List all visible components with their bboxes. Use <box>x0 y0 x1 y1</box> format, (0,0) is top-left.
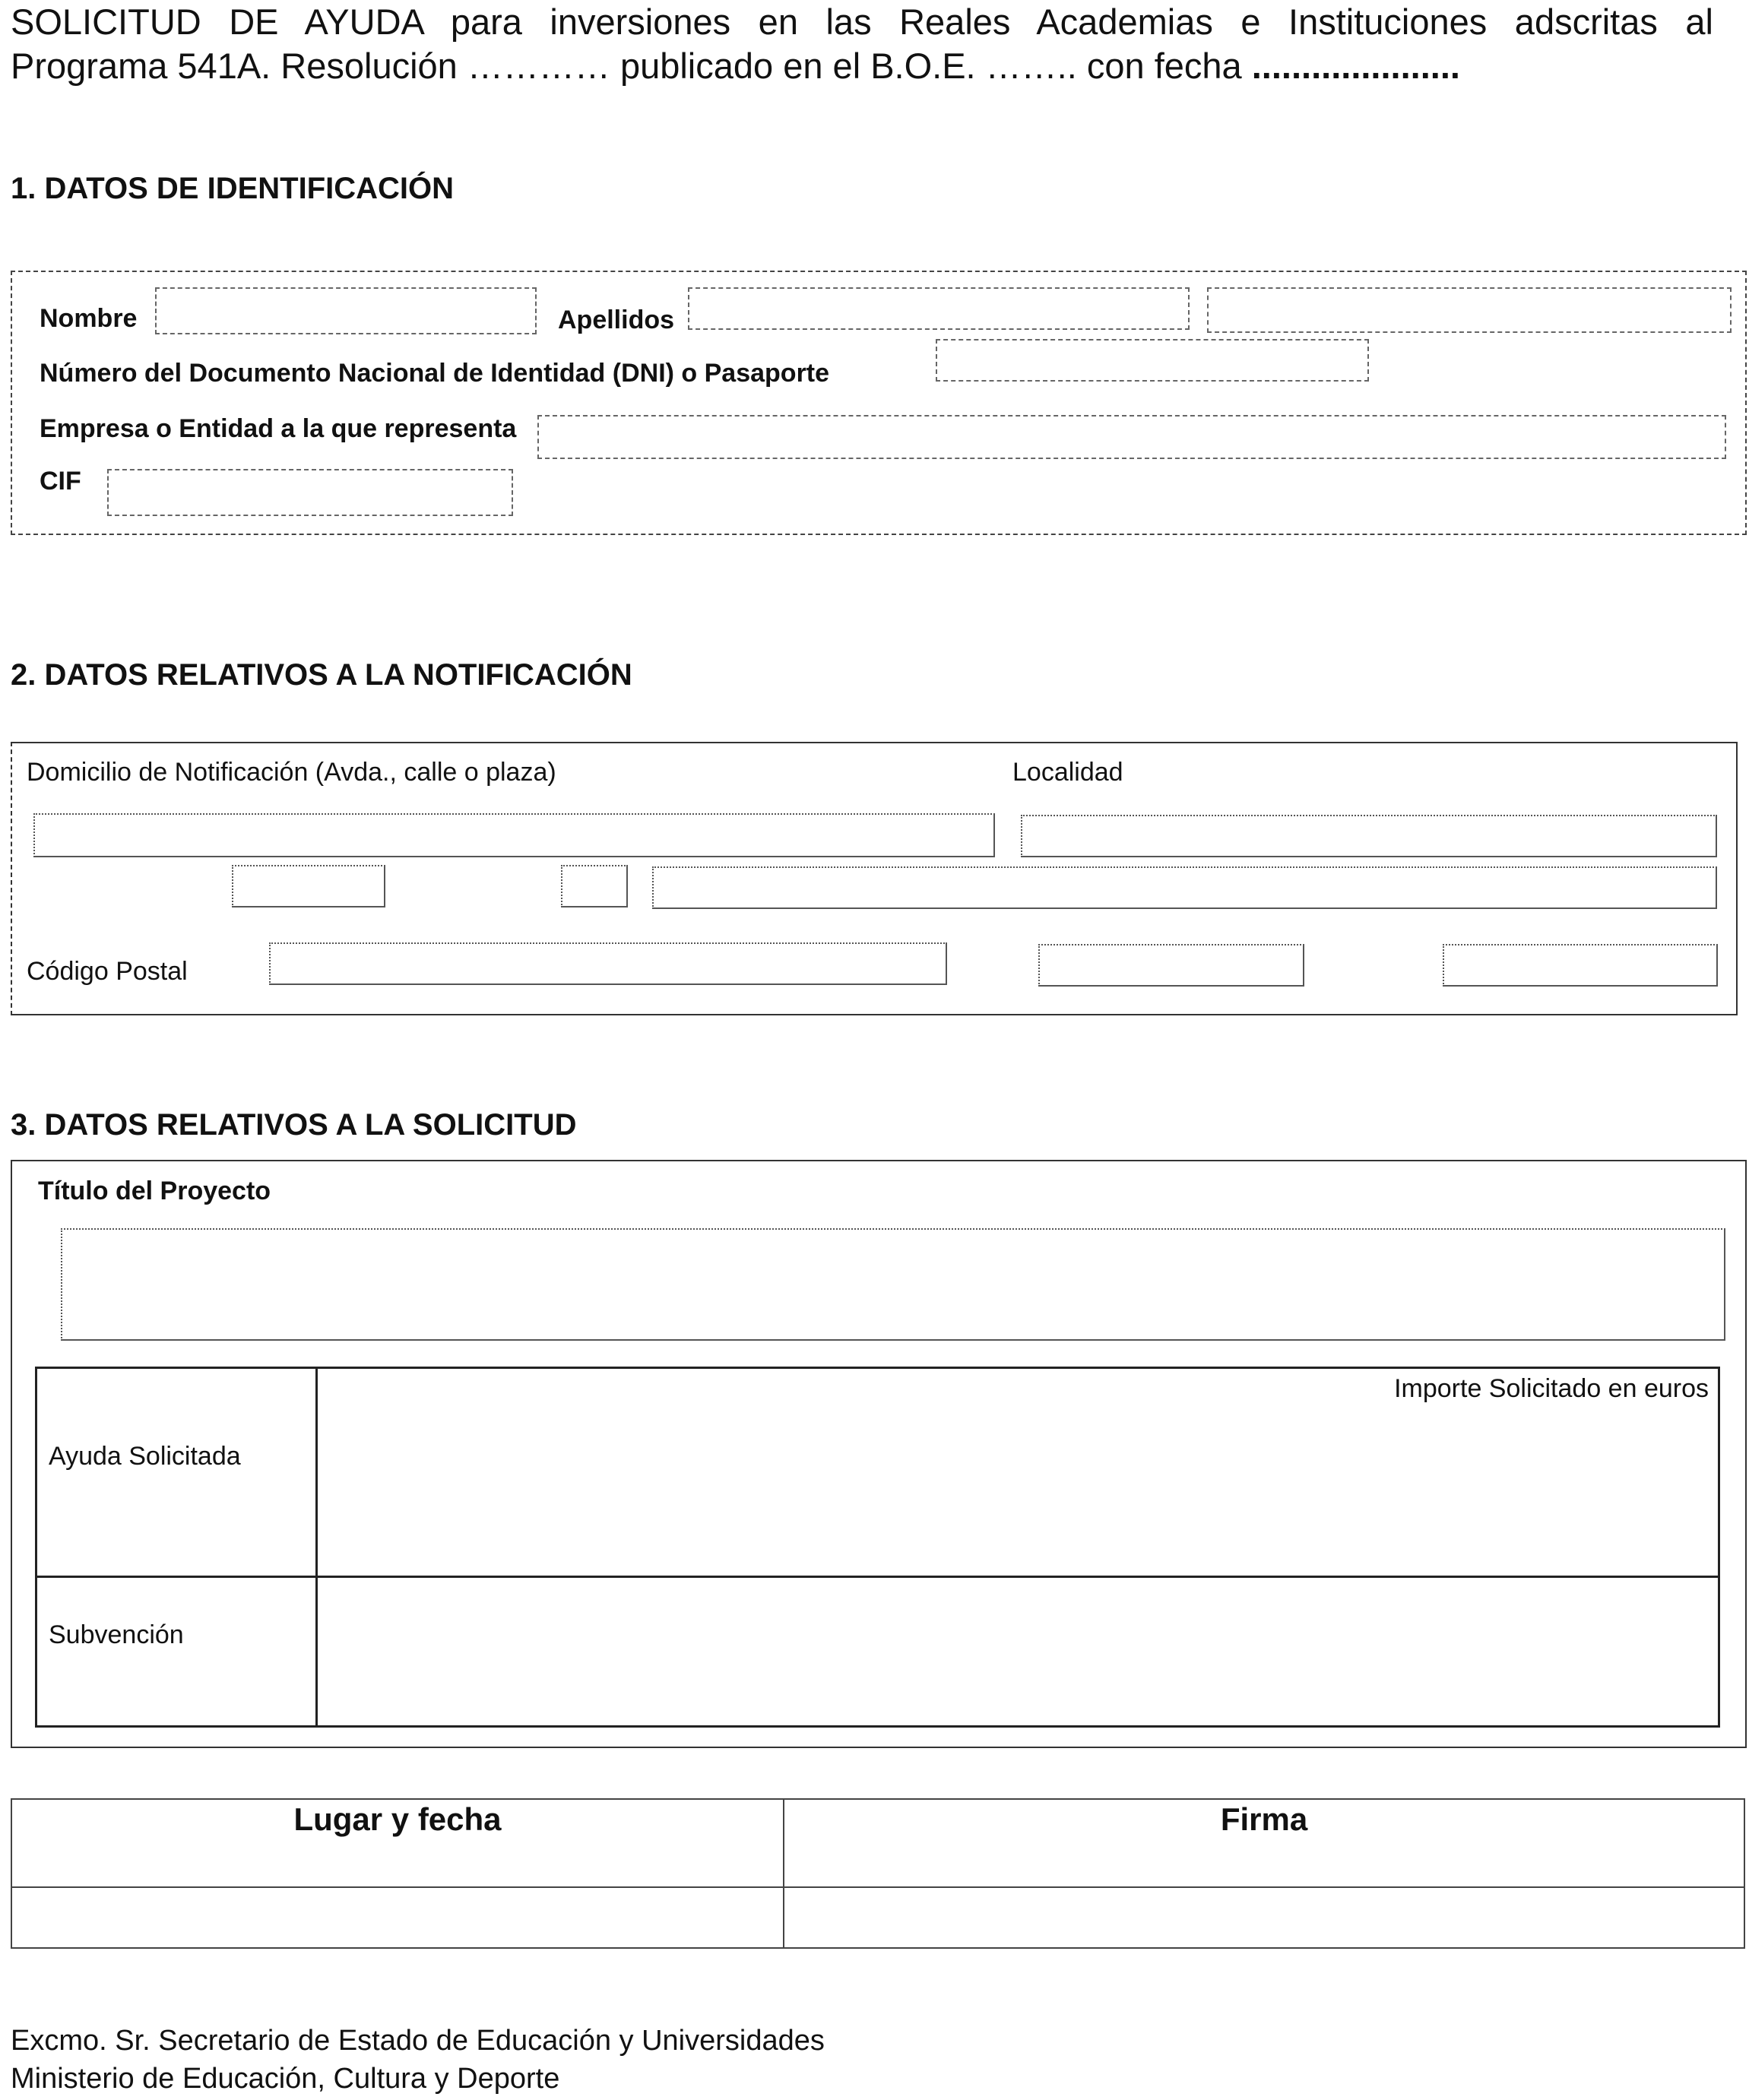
domicilio-input[interactable] <box>33 813 995 857</box>
section3-heading: 3. DATOS RELATIVOS A LA SOLICITUD <box>11 1108 577 1142</box>
cif-input[interactable] <box>107 469 513 516</box>
nombre-label: Nombre <box>40 304 138 333</box>
localidad-label: Localidad <box>1012 758 1123 787</box>
nombre-input[interactable] <box>155 287 537 334</box>
dni-input[interactable] <box>936 339 1369 382</box>
intro-paragraph <box>11 0 1713 88</box>
subvencion-label: Subvención <box>49 1620 184 1649</box>
section1-heading: 1. DATOS DE IDENTIFICACIÓN <box>11 172 455 205</box>
footer-line-2: Ministerio de Educación, Cultura y Deporte <box>11 2063 560 2095</box>
intro-line-1: SOLICITUD DE AYUDA para inversiones en las Reales Academias e Instituciones adscritas al <box>11 2 1713 42</box>
apellido1-input[interactable] <box>688 287 1190 330</box>
dni-label: Número del Documento Nacional de Identidad (DNI) o Pasaporte <box>40 359 830 388</box>
intro-line-2-text: Programa 541A. Resolución ………… publicado en el B.O.E. …….. con fecha <box>11 46 1242 86</box>
intro-line-2 <box>11 44 1713 88</box>
localidad-input[interactable] <box>1021 815 1717 857</box>
intro-date-dots: ..................... <box>1251 46 1460 86</box>
empresa-input[interactable] <box>537 415 1726 459</box>
firma-input[interactable] <box>783 1886 1745 1949</box>
ayuda-label-cell <box>35 1367 318 1578</box>
subvencion-label-cell <box>35 1576 318 1728</box>
codigo-postal-input[interactable] <box>269 942 947 985</box>
fax-input[interactable] <box>1443 944 1718 987</box>
subvencion-amount-cell[interactable] <box>315 1576 1720 1728</box>
apellidos-label: Apellidos <box>558 306 675 334</box>
piso-input[interactable] <box>561 865 628 907</box>
titulo-label: Título del Proyecto <box>38 1177 271 1205</box>
telefono-input[interactable] <box>1038 944 1304 987</box>
apellido2-input[interactable] <box>1207 287 1732 333</box>
lugar-fecha-label: Lugar y fecha <box>293 1801 502 1837</box>
domicilio-label: Domicilio de Notificación (Avda., calle o plaza) <box>27 758 556 787</box>
empresa-label: Empresa o Entidad a la que representa <box>40 414 517 443</box>
lugar-fecha-input[interactable] <box>11 1886 784 1949</box>
importe-label: Importe Solicitado en euros <box>1394 1374 1709 1403</box>
firma-label: Firma <box>1220 1801 1308 1837</box>
titulo-input[interactable] <box>61 1228 1725 1341</box>
numero-input[interactable] <box>232 865 385 907</box>
cif-label: CIF <box>40 467 81 496</box>
footer-line-1: Excmo. Sr. Secretario de Estado de Educación y Universidades <box>11 2025 825 2057</box>
ayuda-label: Ayuda Solicitada <box>49 1442 241 1471</box>
codigo-postal-label: Código Postal <box>27 957 188 986</box>
section2-heading: 2. DATOS RELATIVOS A LA NOTIFICACIÓN <box>11 658 632 692</box>
provincia-input[interactable] <box>652 866 1717 909</box>
